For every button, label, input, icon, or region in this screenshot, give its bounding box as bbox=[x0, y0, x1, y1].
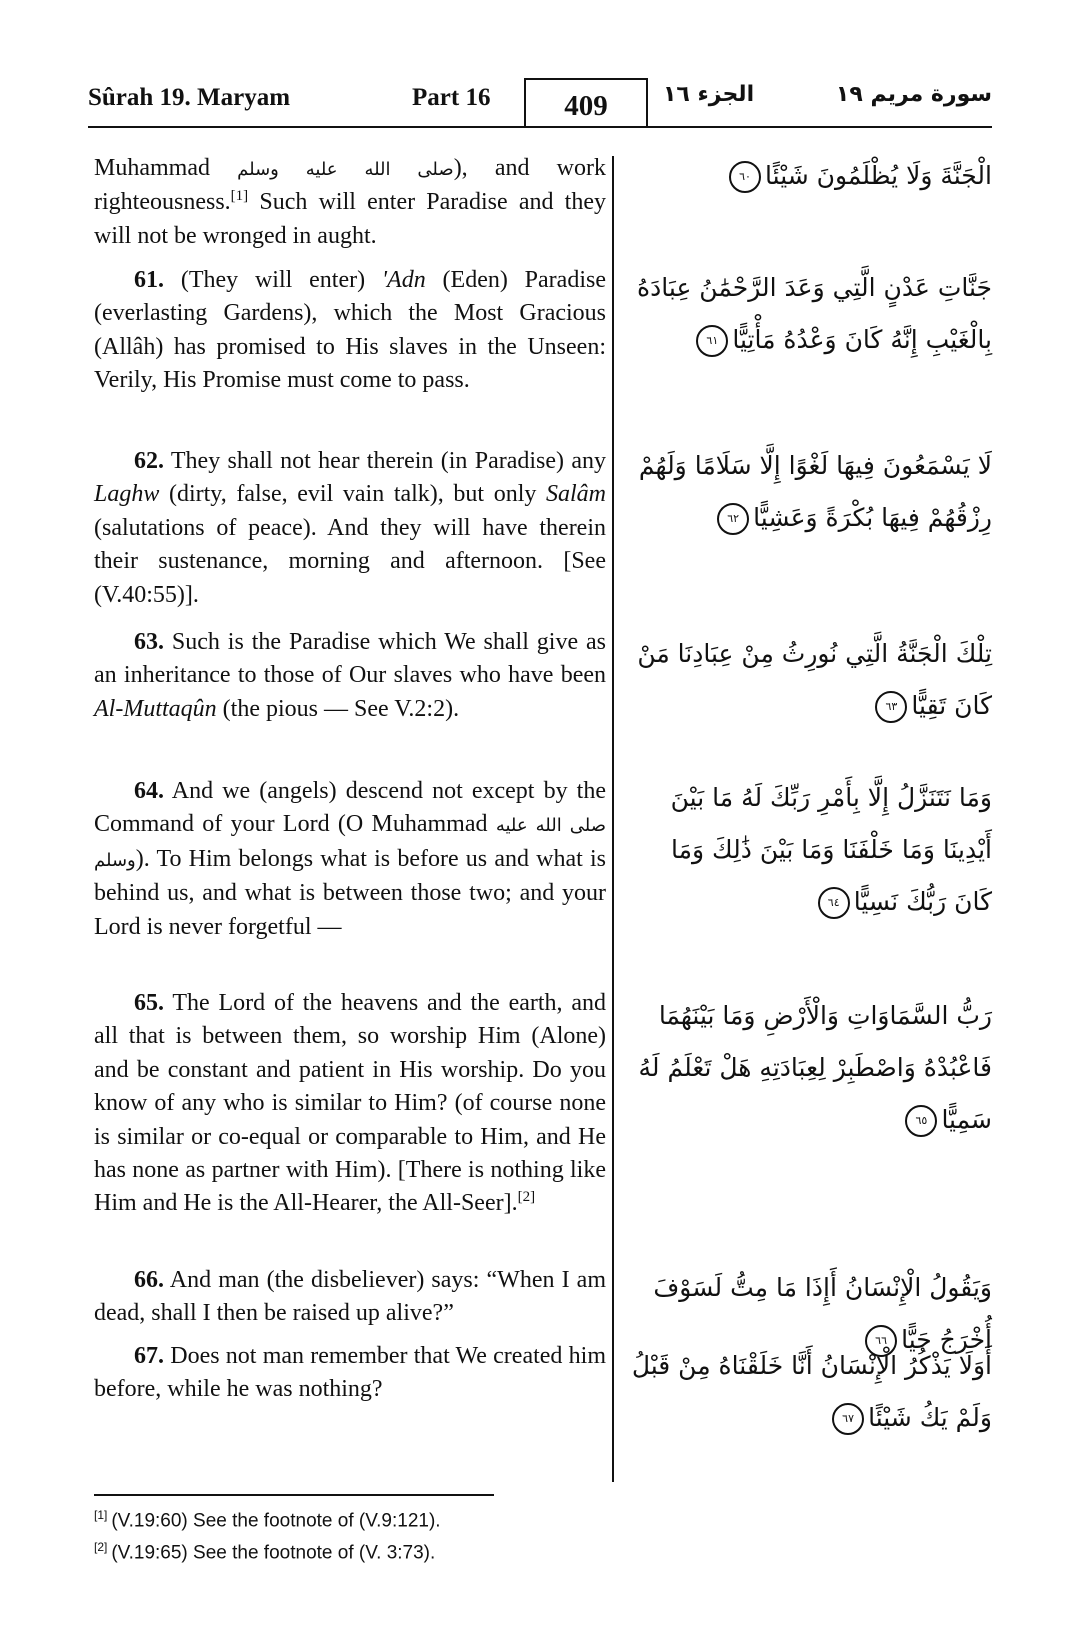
verse-number: 64. bbox=[134, 778, 164, 804]
part-label: Part 16 bbox=[412, 84, 491, 111]
verse-end-mark: ٦٤ bbox=[818, 887, 850, 919]
text: Muhammad bbox=[94, 155, 238, 181]
text: They shall not hear therein (in Paradise) any bbox=[164, 448, 606, 474]
paragraph-66 bbox=[94, 1264, 606, 1331]
footnote-ref-1[interactable]: [1] bbox=[230, 188, 249, 205]
arabic-verse-67 bbox=[628, 1340, 992, 1444]
italic-term: 'Adn bbox=[381, 267, 426, 293]
paragraph-61 bbox=[94, 264, 606, 398]
footnote-marker: [2] bbox=[94, 1540, 108, 1554]
arabic-verse-60 bbox=[628, 150, 992, 202]
verse-number: 63. bbox=[134, 629, 164, 655]
verse-text: وَمَا نَتَنَزَّلُ إِلَّا بِأَمْرِ رَبِّكَ لَهُ مَا بَيْنَ أَيْدِينَا وَمَا خَلْفَنَا وَمَا بَيْنَ ذَٰلِكَ وَمَا كَانَ رَبُّكَ نَسِيًّا bbox=[670, 783, 992, 916]
text: Does not man remember that We created him before, while he was nothing? bbox=[94, 1343, 606, 1403]
footnote-2 bbox=[94, 1540, 435, 1564]
verse-text: تِلْكَ الْجَنَّةُ الَّتِي نُورِثُ مِنْ عِبَادِنَا مَنْ كَانَ تَقِيًّا bbox=[637, 639, 992, 720]
salutation-arabic: صلى الله عليه وسلم bbox=[237, 159, 454, 180]
text: The Lord of the heavens and the earth, and all that is between them, so worship Him (Alone) and be constant and patient in His worship. Do you know of any who is similar to Him? (of course none is similar or co-equal or comparable to Him, and He has none as partner with Him). [There is nothing like Him and He is the All-Hearer, the All-Seer]. bbox=[94, 990, 606, 1217]
paragraph-65 bbox=[94, 987, 606, 1221]
verse-number: 65. bbox=[134, 990, 164, 1016]
italic-term: Al-Muttaqûn bbox=[94, 695, 217, 722]
verse-text: جَنَّاتِ عَدْنٍ الَّتِي وَعَدَ الرَّحْمَٰنُ عِبَادَهُ بِالْغَيْبِ إِنَّهُ كَانَ وَعْدُهُ مَأْتِيًّا bbox=[637, 273, 992, 354]
arabic-verse-62 bbox=[628, 440, 992, 544]
arabic-verse-61 bbox=[628, 262, 992, 366]
verse-number: 62. bbox=[134, 448, 164, 474]
footnote-ref-2[interactable]: [2] bbox=[517, 1189, 536, 1206]
paragraph-63 bbox=[94, 626, 606, 726]
salutation-arabic: صلى الله عليه وسلم bbox=[94, 815, 606, 871]
text: Such is the Paradise which We shall give as an inheritance to those of Our slaves who have been bbox=[94, 629, 606, 689]
verse-end-mark: ٦٥ bbox=[905, 1105, 937, 1137]
arabic-verse-63 bbox=[628, 628, 992, 732]
paragraph-64 bbox=[94, 775, 606, 944]
verse-number: 61. bbox=[134, 267, 164, 293]
verse-text: الْجَنَّةَ وَلَا يُظْلَمُونَ شَيْئًا bbox=[765, 161, 992, 190]
arabic-verse-64 bbox=[628, 772, 992, 928]
arabic-verse-65 bbox=[628, 990, 992, 1146]
footnote-text: (V.19:60) See the footnote of (V.9:121). bbox=[111, 1510, 441, 1532]
verse-end-mark: ٦٢ bbox=[717, 503, 749, 535]
italic-term: Laghw bbox=[94, 481, 160, 508]
part-label-arabic: الجزء ١٦ bbox=[663, 82, 755, 107]
verse-end-mark: ٦٦ bbox=[865, 1325, 897, 1357]
verse-end-mark: ٦٠ bbox=[729, 161, 761, 193]
text: (They will enter) bbox=[164, 267, 382, 293]
text: ), and work righteousness. bbox=[94, 155, 607, 216]
surah-title: Sûrah 19. Maryam bbox=[88, 84, 291, 111]
text: (salutations of peace). And they will have therein their sustenance, morning and afternoon. [See (V.40:55)]. bbox=[94, 514, 606, 608]
italic-term: Salâm bbox=[546, 481, 606, 508]
verse-number: 67. bbox=[134, 1343, 164, 1369]
text: Such will enter Paradise and they will not be wronged in aught. bbox=[94, 189, 606, 249]
verse-text: رَبُّ السَّمَاوَاتِ وَالْأَرْضِ وَمَا بَيْنَهُمَا فَاعْبُدْهُ وَاصْطَبِرْ لِعِبَادَتِهِ هَلْ تَعْلَمُ لَهُ سَمِيًّا bbox=[638, 1001, 992, 1134]
verse-number: 66. bbox=[134, 1267, 164, 1293]
paragraph-67 bbox=[94, 1340, 606, 1407]
page-number: 409 bbox=[524, 78, 648, 128]
text: (dirty, false, evil vain talk), but only bbox=[159, 481, 546, 508]
text: ). To Him belongs what is before us and what is behind us, and what is between those two; and your Lord is never forgetful — bbox=[94, 845, 606, 940]
text: (Eden) Paradise (everlasting Gardens), which the Most Gracious (Allâh) has promised to His slaves in the Unseen: Verily, His Promise must come to pass. bbox=[94, 267, 606, 394]
verse-end-mark: ٦١ bbox=[696, 325, 728, 357]
footnote-rule bbox=[94, 1494, 494, 1496]
footnote-text: (V.19:65) See the footnote of (V. 3:73). bbox=[111, 1542, 436, 1564]
paragraph-62 bbox=[94, 445, 606, 612]
verse-text: أَوَلَا يَذْكُرُ الْإِنْسَانُ أَنَّا خَلَقْنَاهُ مِنْ قَبْلُ وَلَمْ يَكُ شَيْئًا bbox=[631, 1351, 992, 1432]
text: (the pious — See V.2:2). bbox=[216, 695, 460, 722]
paragraph-60 bbox=[94, 152, 606, 253]
text: And we (angels) descend not except by the Command of your Lord (O Muhammad bbox=[94, 778, 606, 838]
verse-end-mark: ٦٣ bbox=[875, 691, 907, 723]
text: And man (the disbeliever) says: “When I am dead, shall I then be raised up alive?” bbox=[94, 1267, 606, 1327]
footnote-1 bbox=[94, 1508, 441, 1532]
verse-end-mark: ٦٧ bbox=[832, 1403, 864, 1435]
surah-title-arabic: سورة مريم ١٩ bbox=[835, 82, 992, 107]
page-header bbox=[88, 78, 992, 128]
verse-text: وَيَقُولُ الْإِنْسَانُ أَإِذَا مَا مِتُّ لَسَوْفَ أُخْرَجُ حَيًّا bbox=[653, 1273, 992, 1354]
verse-text: لَا يَسْمَعُونَ فِيهَا لَغْوًا إِلَّا سَلَامًا وَلَهُمْ رِزْقُهُمْ فِيهَا بُكْرَةً وَعَشِيًّا bbox=[638, 451, 992, 532]
footnote-marker: [1] bbox=[94, 1508, 108, 1522]
column-divider bbox=[612, 156, 614, 1482]
